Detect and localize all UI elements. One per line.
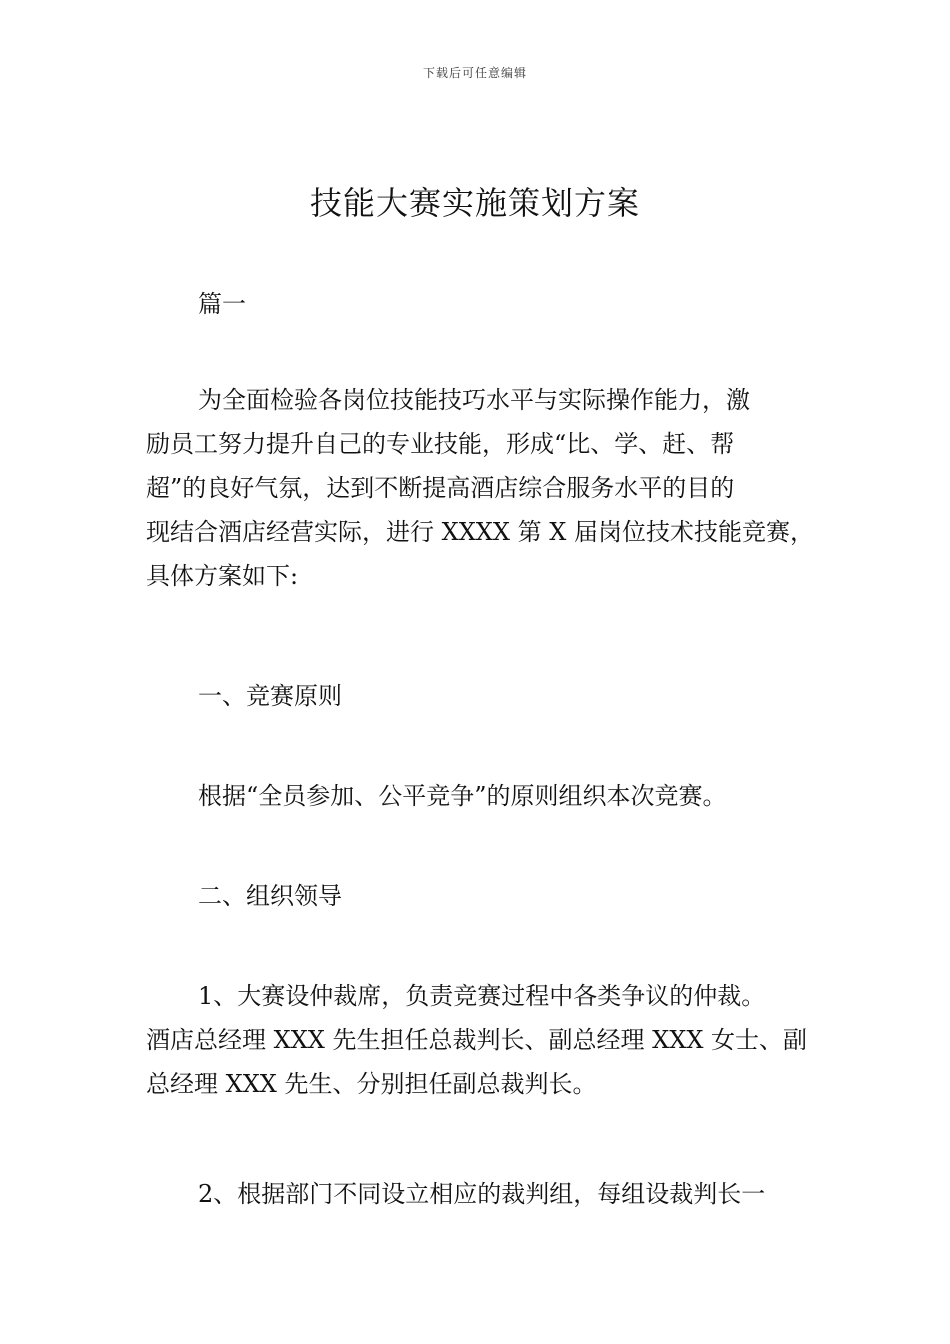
item1-line: 酒店总经理 XXX 先生担任总裁判长、副总经理 XXX 女士、副 <box>146 1026 808 1054</box>
section2-heading: 二、组织领导 <box>198 882 342 910</box>
intro-line: 超”的良好气氛，达到不断提高酒店综合服务水平的目的 <box>146 474 735 502</box>
item2-paragraph <box>146 1172 816 1216</box>
section1-paragraph <box>146 774 816 818</box>
section1-text: 根据“全员参加、公平竞争”的原则组织本次竞赛。 <box>198 782 727 810</box>
item1-line: 1、大赛设仲裁席，负责竞赛过程中各类争议的仲裁。 <box>198 982 766 1010</box>
intro-line: 为全面检验各岗位技能技巧水平与实际操作能力，激 <box>198 386 750 414</box>
section1-heading-block <box>146 674 816 718</box>
page-header-note: 下载后可任意编辑 <box>422 66 527 80</box>
part-label-block <box>146 282 816 326</box>
intro-line: 励员工努力提升自己的专业技能，形成“比、学、赶、帮 <box>146 430 735 458</box>
section2-heading-block <box>146 874 816 918</box>
intro-line: 具体方案如下: <box>146 562 299 590</box>
intro-line: 现结合酒店经营实际，进行 XXXX 第 X 届岗位技术技能竞赛， <box>146 518 814 546</box>
section1-heading: 一、竞赛原则 <box>198 682 342 710</box>
part-label: 篇一 <box>198 290 246 318</box>
item1-line: 总经理 XXX 先生、分别担任副总裁判长。 <box>146 1070 597 1098</box>
item1-paragraph <box>146 974 816 1106</box>
intro-paragraph <box>146 378 816 598</box>
item2-line: 2、根据部门不同设立相应的裁判组，每组设裁判长一 <box>198 1180 766 1208</box>
document-title: 技能大赛实施策划方案 <box>309 184 640 222</box>
